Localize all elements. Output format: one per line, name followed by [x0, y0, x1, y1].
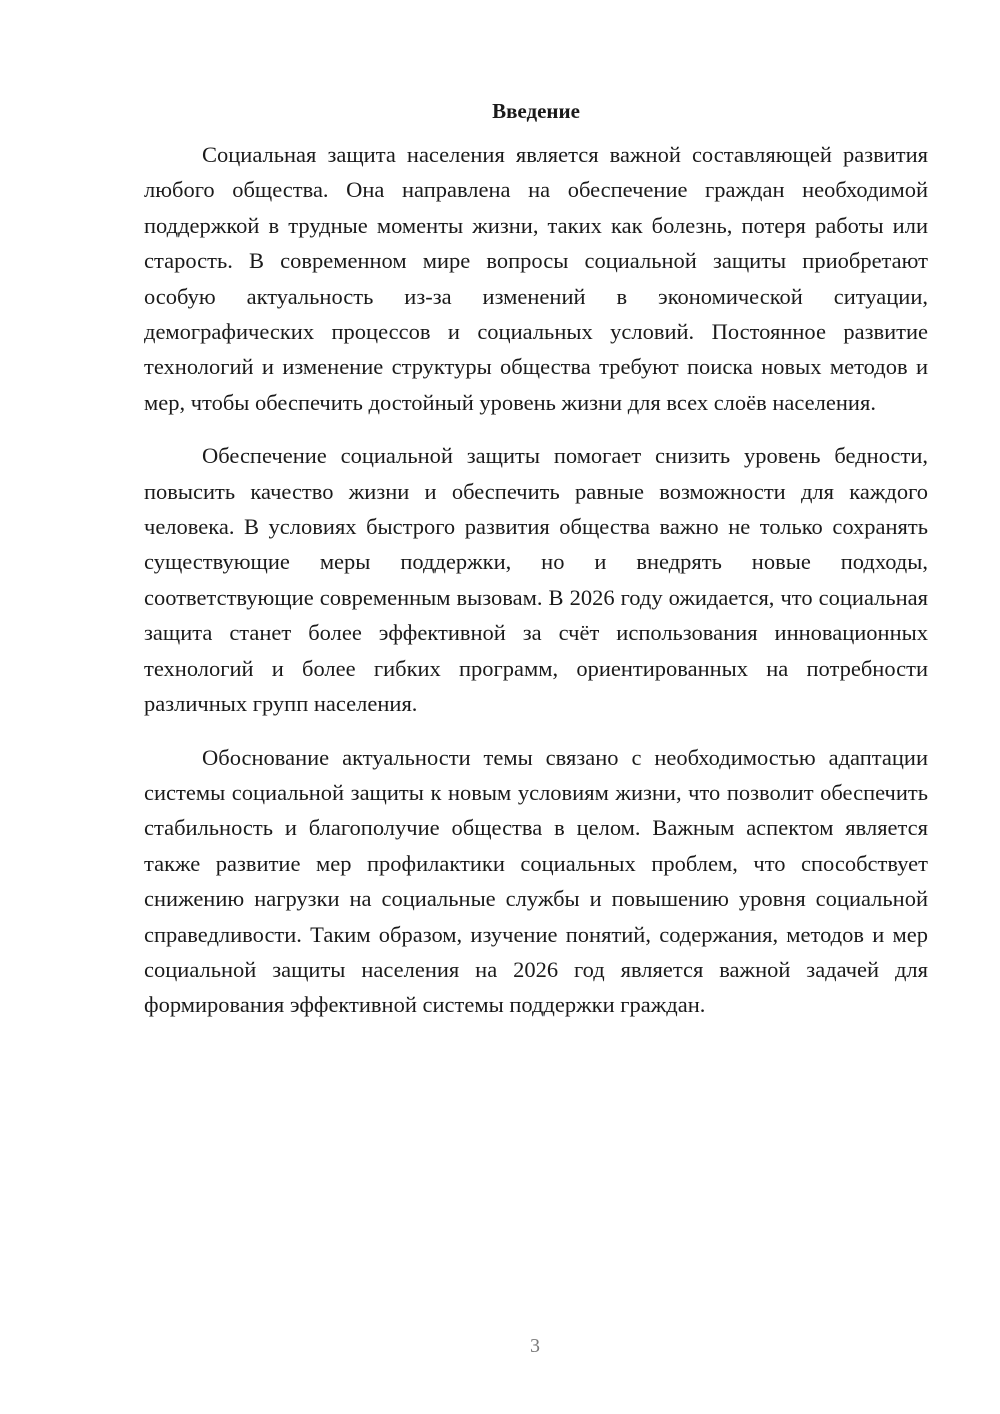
section-heading: Введение — [492, 99, 580, 123]
page-number: 3 — [530, 1335, 540, 1357]
paragraph-2: Обеспечение социальной защиты помогает снизить уровень бедности, повысить качество жизни и обеспечить равные возможности для каждого человека. В условиях быстрого развития общества важно не только сохранять существующие меры поддержки, но и внедрять новые подходы, соответствующие современным вызовам. В 2026 году ожидается, что социальная защита станет более эффективной за счёт использования инновационных технологий и более гибких программ, ориентированных на потребности различных групп населения. — [144, 443, 928, 717]
page-content — [144, 96, 928, 1041]
paragraph-3: Обоснование актуальности темы связано с необходимостью адаптации системы социальной защиты к новым условиям жизни, что позволит обеспечить стабильность и благополучие общества в целом. Важным аспектом является также развитие мер профилактики социальных проблем, что способствует снижению нагрузки на социальные службы и повышению уровня социальной справедливости. Таким образом, изучение понятий, содержания, методов и мер социальной защиты населения на 2026 год является важной задачей для формирования эффективной системы поддержки граждан. — [144, 744, 928, 1018]
paragraph-1: Социальная защита населения является важной составляющей развития любого общества. Она направлена на обеспечение граждан необходимой поддержкой в трудные моменты жизни, таких как болезнь, потеря работы или старость. В современном мире вопросы социальной защиты приобретают особую актуальность из-за изменений в экономической ситуации, демографических процессов и социальных условий. Постоянное развитие технологий и изменение структуры общества требуют поиска новых методов и мер, чтобы обеспечить достойный уровень жизни для всех слоёв населения. — [144, 142, 928, 415]
